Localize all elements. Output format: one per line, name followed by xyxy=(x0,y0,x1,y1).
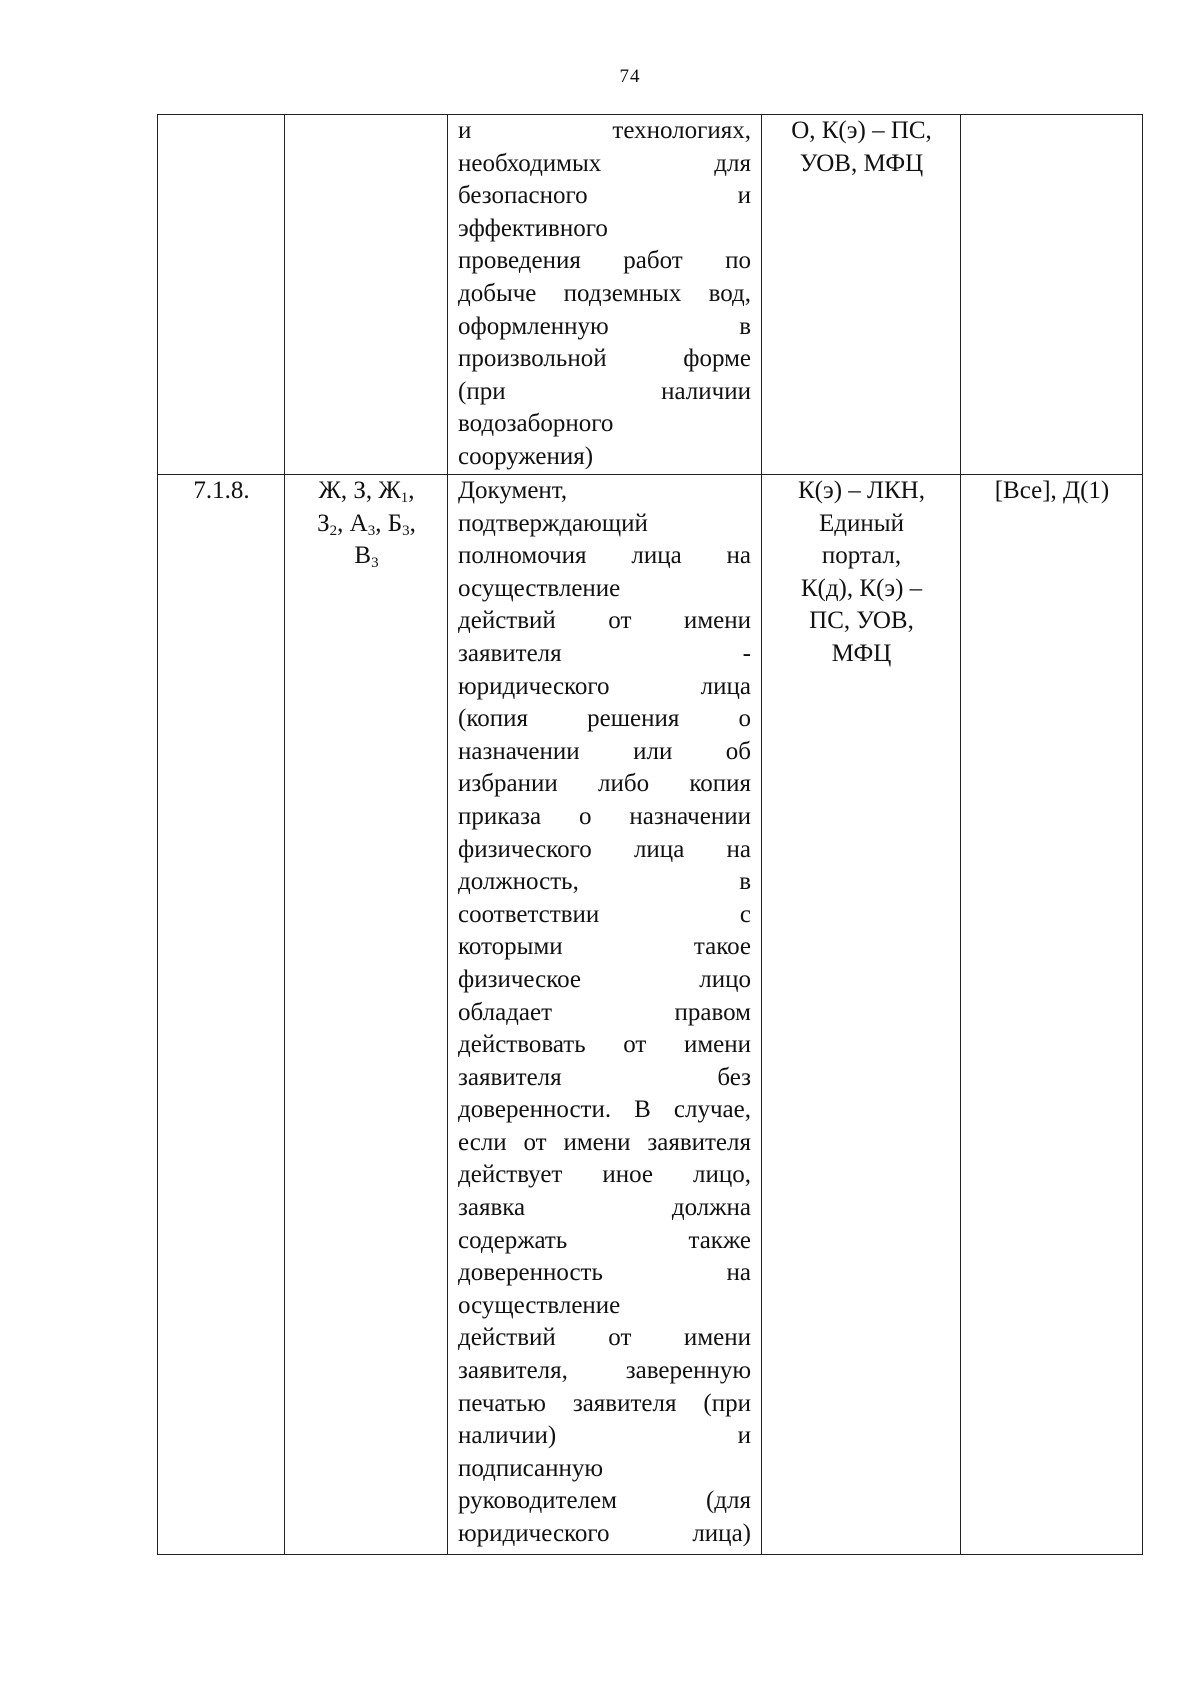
document-line: подтверждающий xyxy=(458,509,648,537)
categories-text: , Б xyxy=(375,509,403,537)
page-number: 74 xyxy=(619,66,641,87)
document-line: которыми такое xyxy=(458,933,751,961)
document-line: действовать от имени xyxy=(458,1031,751,1059)
subscript: 3 xyxy=(371,555,379,572)
document-line: действует иное лицо, xyxy=(458,1161,751,1189)
document-cell xyxy=(448,115,762,475)
categories-text: Ж, З, Ж xyxy=(318,477,401,504)
submission-line: УОВ, МФЦ xyxy=(799,149,924,177)
document-line: соответствии с xyxy=(458,900,751,928)
document-line: обладает правом xyxy=(458,998,751,1026)
document-line: заявка должна xyxy=(458,1194,751,1222)
document-line: сооружения) xyxy=(458,442,594,470)
submission-line: Единый xyxy=(819,509,904,537)
categories-text: , А xyxy=(337,509,368,537)
document-text xyxy=(448,115,761,474)
note: [Все], Д(1) xyxy=(994,477,1110,504)
document-line: юридического лица) xyxy=(458,1520,751,1547)
categories-text: З xyxy=(317,509,330,537)
document-line: если от имени заявителя xyxy=(458,1128,751,1156)
document-line: (при наличии xyxy=(458,377,751,405)
document-line: руководителем (для xyxy=(458,1487,751,1515)
document-text xyxy=(448,475,761,1551)
note-cell xyxy=(961,475,1143,1555)
document-line: действий от имени xyxy=(458,607,751,635)
document-line: необходимых для xyxy=(458,149,751,177)
table-row xyxy=(158,475,1143,1555)
document-line: действий от имени xyxy=(458,1324,751,1352)
subscript: 3 xyxy=(367,522,376,539)
submission-method xyxy=(762,115,960,180)
document-line: наличии) и xyxy=(458,1422,751,1450)
document-line: заявителя - xyxy=(458,639,751,667)
note-cell xyxy=(961,115,1143,475)
document-line: доверенности. В случае, xyxy=(458,1096,751,1124)
document-line: печатью заявителя (при xyxy=(458,1389,751,1417)
document-line: доверенность на xyxy=(458,1259,751,1287)
requirements-table xyxy=(157,114,1143,1555)
document-line: (копия решения о xyxy=(458,705,751,733)
document-line: безопасного и xyxy=(458,182,751,210)
document-line: Документ, xyxy=(458,477,568,504)
submission-line: О, К(э) – ПС, xyxy=(791,117,932,144)
document-line: проведения работ по xyxy=(458,247,751,275)
submission-line: МФЦ xyxy=(831,639,892,667)
document-line: заявителя без xyxy=(458,1063,751,1091)
document-line: осуществление xyxy=(458,574,621,602)
document-line: произвольной форме xyxy=(458,345,751,373)
document-line: и технологиях, xyxy=(458,117,751,144)
document-line: содержать также xyxy=(458,1226,751,1254)
submission-method xyxy=(762,475,960,671)
categories-line xyxy=(294,540,439,573)
categories-text: , xyxy=(408,477,415,504)
document-line: водозаборного xyxy=(458,410,614,438)
row-number-cell xyxy=(158,475,285,1555)
subscript: 3 xyxy=(402,522,410,539)
document-line: добыче подземных вод, xyxy=(458,279,751,307)
categories-cell xyxy=(285,115,448,475)
submission-cell xyxy=(762,115,961,475)
categories xyxy=(285,475,447,573)
document-line: эффективного xyxy=(458,214,608,242)
document-line: юридического лица xyxy=(458,672,751,700)
document-cell xyxy=(448,475,762,1555)
row-number: 7.1.8. xyxy=(193,477,250,504)
categories-cell xyxy=(285,475,448,1555)
document-line: приказа о назначении xyxy=(458,802,751,830)
categories-text: В xyxy=(354,542,372,570)
document-line: полномочия лица на xyxy=(458,542,751,570)
document-line: осуществление xyxy=(458,1291,621,1319)
subscript: 2 xyxy=(329,522,338,539)
submission-line: ПС, УОВ, xyxy=(809,607,914,635)
subscript: 1 xyxy=(400,490,409,506)
document-line: избрании либо копия xyxy=(458,770,751,798)
categories-text: , xyxy=(409,509,416,537)
submission-line: К(д), К(э) – xyxy=(800,574,923,602)
categories-line xyxy=(294,475,439,508)
document-line: физическое лицо xyxy=(458,965,751,993)
table-row xyxy=(158,115,1143,475)
document-line: физического лица на xyxy=(458,835,751,863)
document-line: назначении или об xyxy=(458,737,751,765)
document-line: оформленную в xyxy=(458,312,751,340)
document-line: заявителя, заверенную xyxy=(458,1357,751,1385)
submission-cell xyxy=(762,475,961,1555)
document-line: подписанную xyxy=(458,1454,604,1482)
document-line: должность, в xyxy=(458,868,751,896)
row-number-cell xyxy=(158,115,285,475)
submission-line: К(э) – ЛКН, xyxy=(798,477,925,504)
categories-line xyxy=(294,508,439,541)
submission-line: портал, xyxy=(821,542,902,570)
